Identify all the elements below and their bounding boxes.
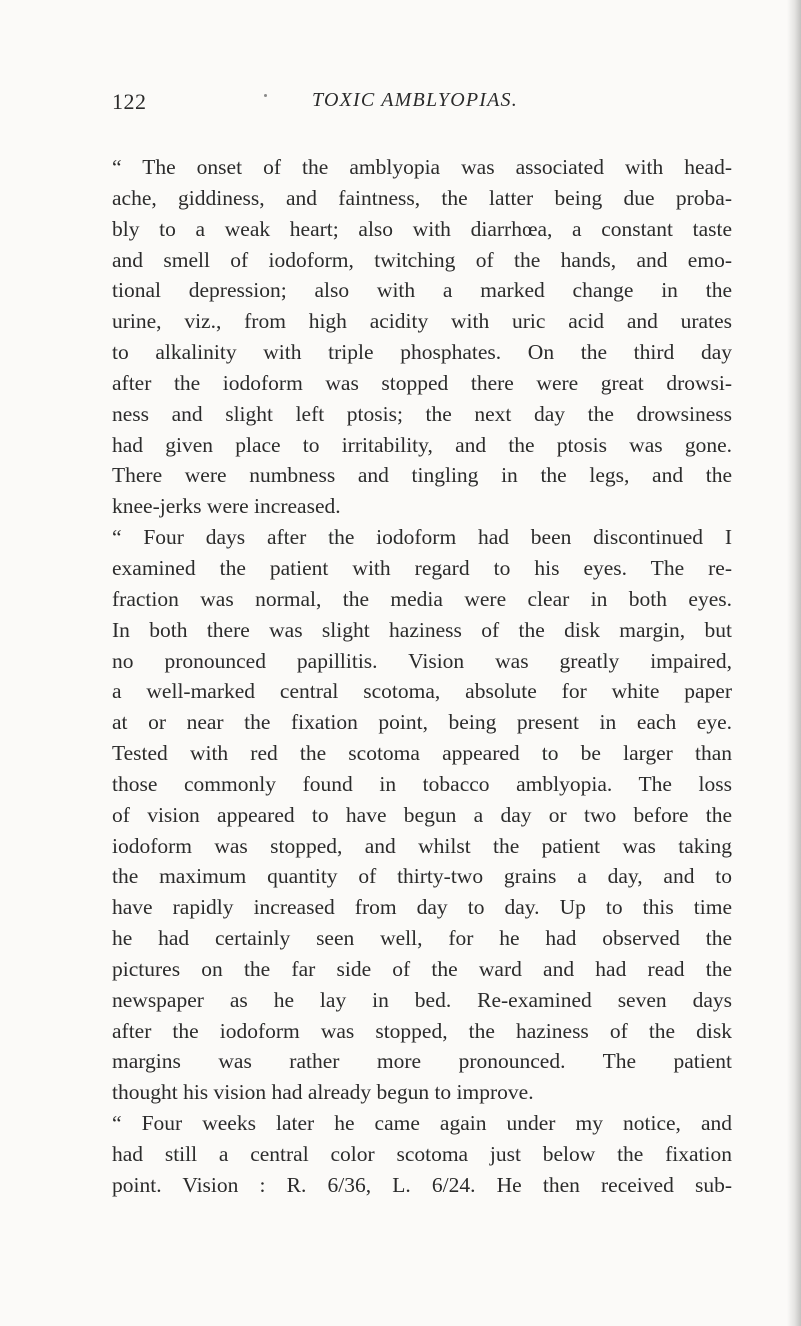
- text-line: bly to a weak heart; also with diarrhœa, a constant taste: [112, 216, 732, 241]
- text-line: at or near the fixation point, being present in each eye.: [112, 710, 732, 735]
- text-line: margins was rather more pronounced. The patient: [112, 1049, 732, 1074]
- text-line: newspaper as he lay in bed. Re-examined seven days: [112, 987, 732, 1012]
- text-line: no pronounced papillitis. Vision was greatly impaired,: [112, 648, 732, 673]
- text-line: “ Four weeks later he came again under my notice, and: [112, 1111, 732, 1136]
- text-line: In both there was slight haziness of the disk margin, but: [112, 617, 732, 642]
- text-line: had given place to irritability, and the ptosis was gone.: [112, 432, 732, 457]
- text-line: he had certainly seen well, for he had observed the: [112, 926, 732, 951]
- text-line: point. Vision : R. 6/36, L. 6/24. He then received sub-: [112, 1172, 732, 1197]
- text-line: of vision appeared to have begun a day or two before the: [112, 802, 732, 827]
- text-line: those commonly found in tobacco amblyopia. The loss: [112, 771, 732, 796]
- paragraph-end-line: thought his vision had already begun to improve.: [112, 1080, 534, 1105]
- text-line: tional depression; also with a marked change in the: [112, 278, 732, 303]
- text-line: pictures on the far side of the ward and had read the: [112, 956, 732, 981]
- paragraph-end-line: knee-jerks were increased.: [112, 494, 341, 519]
- text-line: and smell of iodoform, twitching of the hands, and emo-: [112, 247, 732, 272]
- running-title: TOXIC AMBLYOPIAS.: [312, 89, 518, 111]
- text-line: examined the patient with regard to his eyes. The re-: [112, 555, 732, 580]
- text-line: fraction was normal, the media were clear in both eyes.: [112, 586, 732, 611]
- text-line: “ Four days after the iodoform had been discontinued I: [112, 525, 732, 550]
- text-line: There were numbness and tingling in the legs, and the: [112, 463, 732, 488]
- text-line: iodoform was stopped, and whilst the patient was taking: [112, 833, 732, 858]
- text-line: ness and slight left ptosis; the next day the drowsiness: [112, 401, 732, 426]
- page-number: 122: [112, 89, 147, 114]
- text-line: to alkalinity with triple phosphates. On the third day: [112, 340, 732, 365]
- text-line: have rapidly increased from day to day. Up to this time: [112, 895, 732, 920]
- text-line: urine, viz., from high acidity with uric acid and urates: [112, 309, 732, 334]
- text-line: ache, giddiness, and faintness, the latter being due proba-: [112, 185, 732, 210]
- page-edge-shadow: [787, 0, 801, 1326]
- text-line: “ The onset of the amblyopia was associated with head-: [112, 155, 732, 179]
- text-line: Tested with red the scotoma appeared to be larger than: [112, 741, 732, 766]
- text-line: the maximum quantity of thirty-two grains a day, and to: [112, 864, 732, 889]
- text-line: after the iodoform was stopped there were great drowsi-: [112, 370, 732, 395]
- text-line: had still a central color scotoma just below the fixation: [112, 1142, 732, 1166]
- running-head: [112, 89, 732, 119]
- body-text: [112, 152, 732, 1201]
- text-line: after the iodoform was stopped, the haziness of the disk: [112, 1018, 732, 1043]
- text-line: a well-marked central scotoma, absolute for white paper: [112, 679, 732, 704]
